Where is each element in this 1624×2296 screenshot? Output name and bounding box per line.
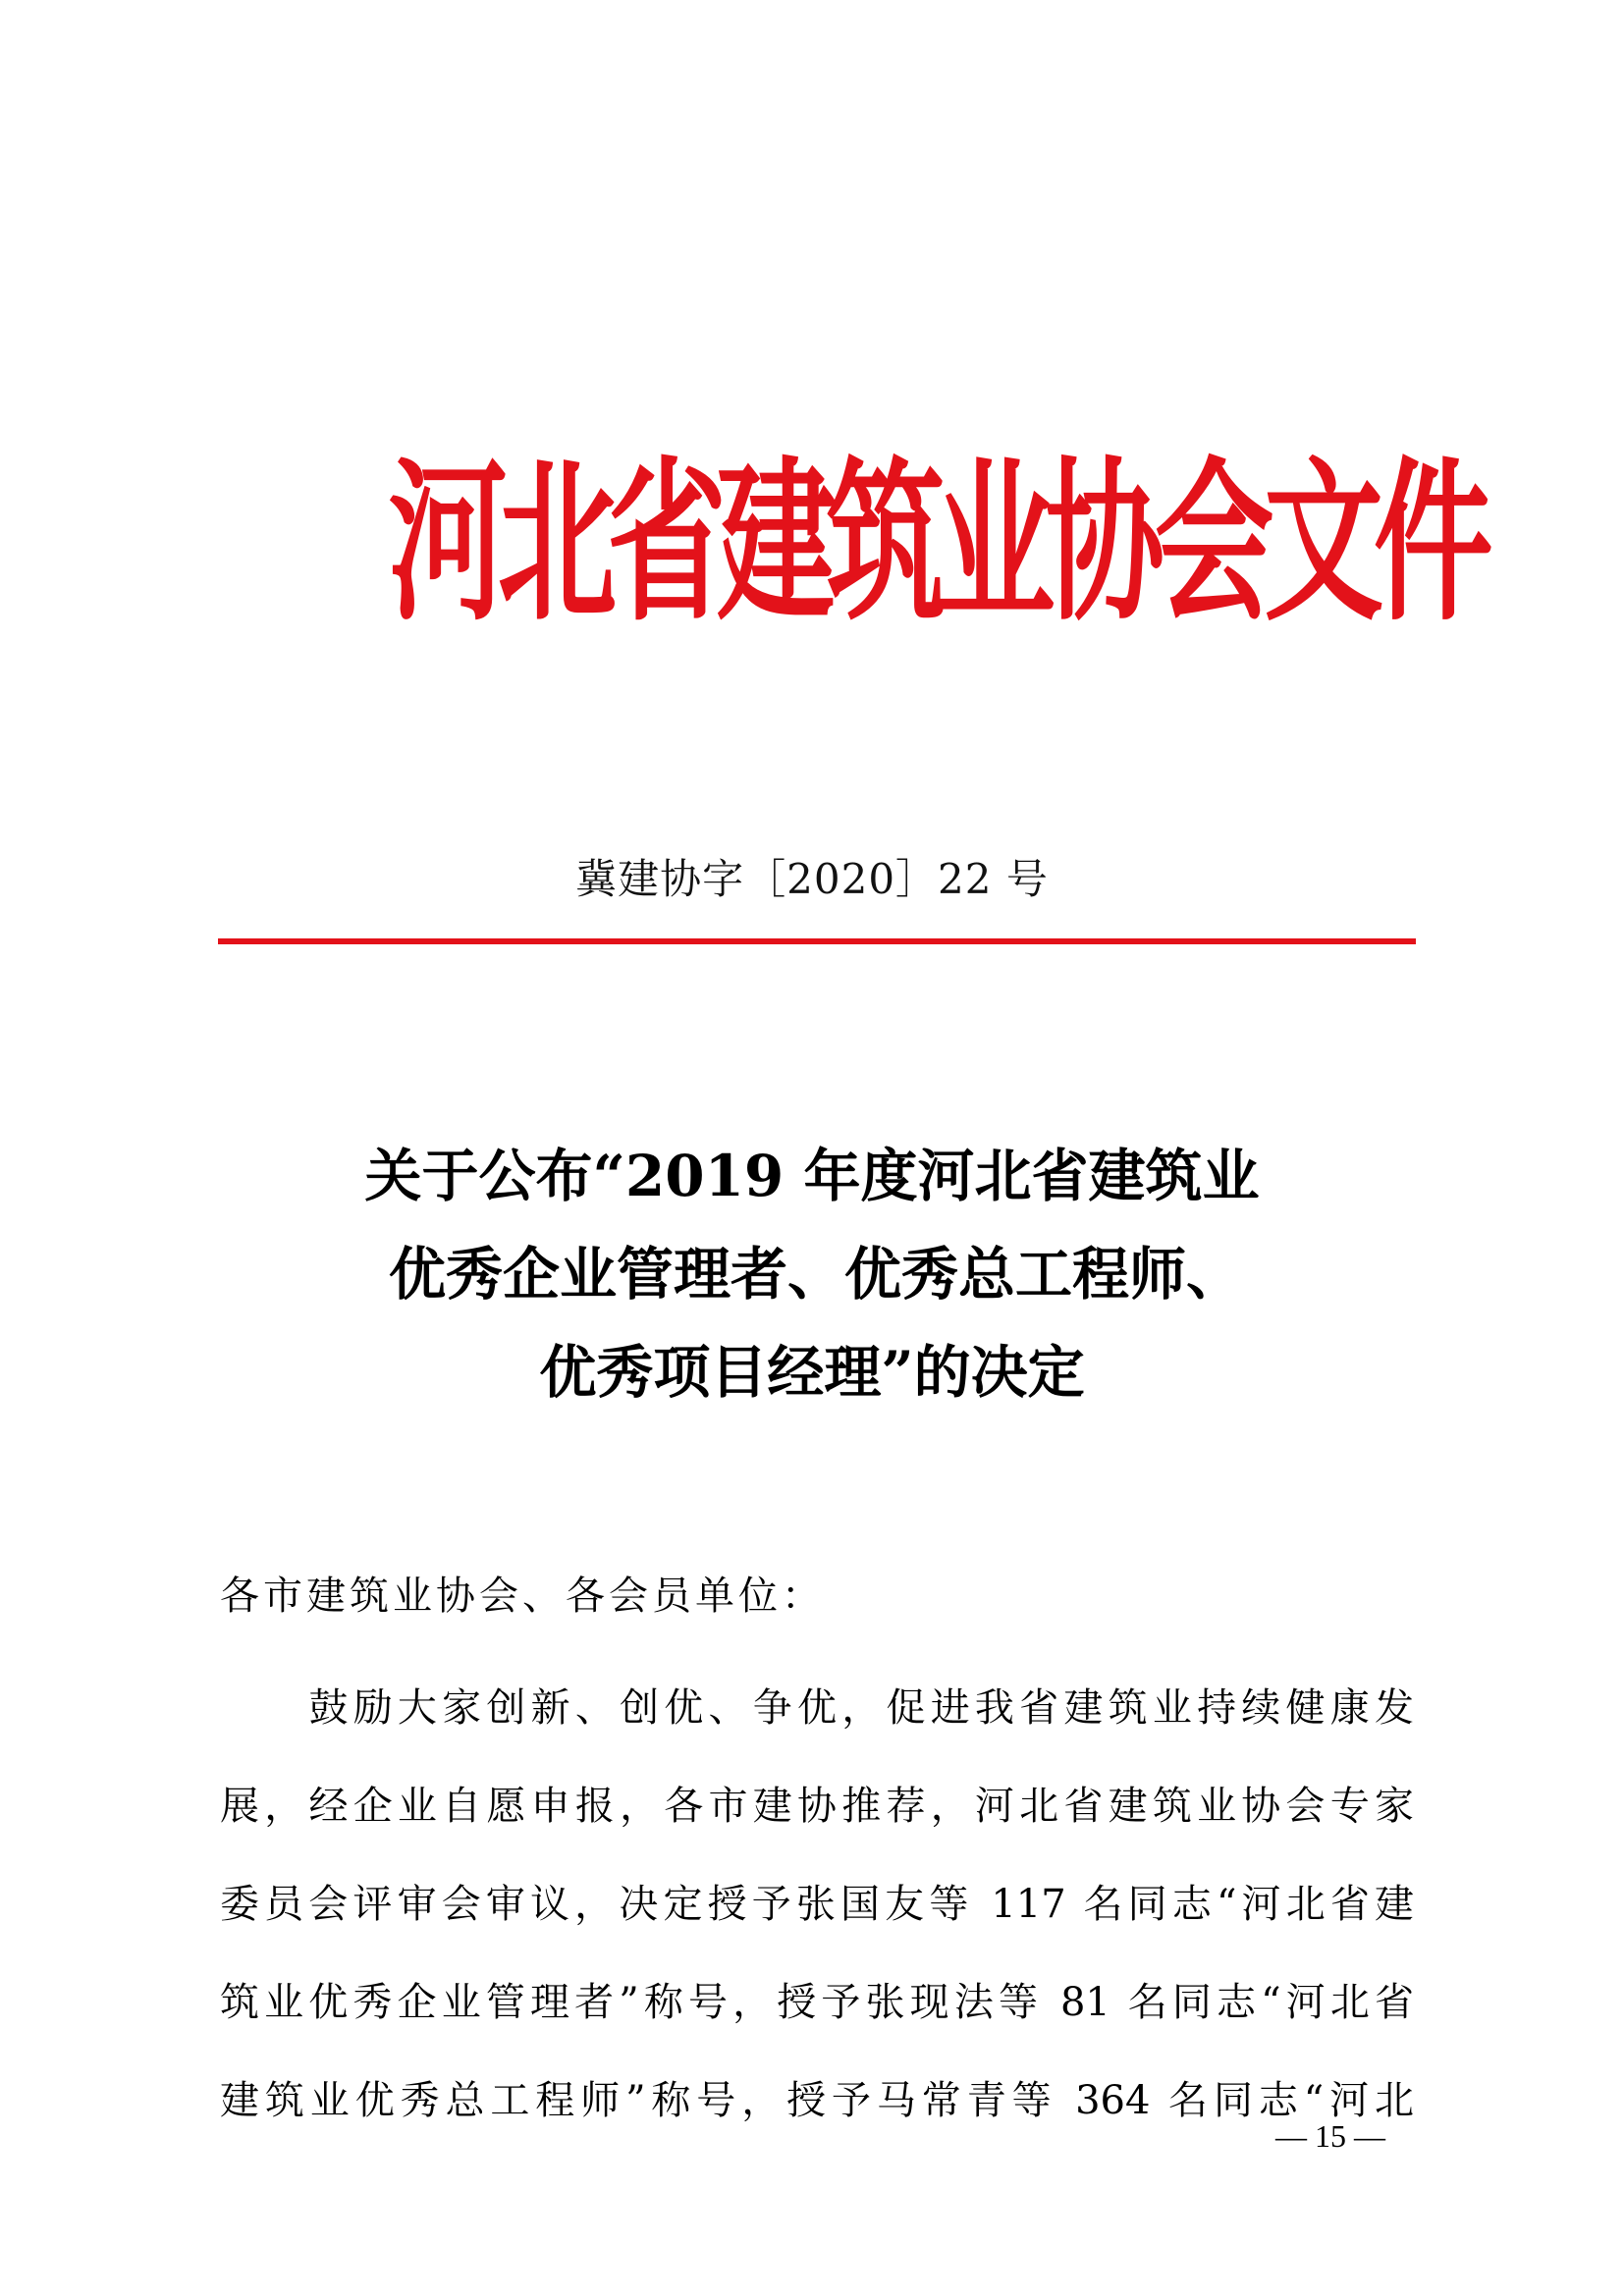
body-line: 建筑业优秀总工程师”称号，授予马常青等 364 名同志“河北 [220, 2078, 1414, 2123]
body-line: 展，经企业自愿申报，各市建协推荐，河北省建筑业协会专家 [220, 1784, 1414, 1829]
masthead-title: 河北省建筑业协会文件 [388, 439, 1484, 645]
body-line: 鼓励大家创新、创优、争优，促进我省建筑业持续健康发 [220, 1685, 1414, 1731]
document-title [0, 1127, 1624, 1421]
document-number: 冀建协字［2020］22 号 [575, 855, 1049, 903]
salutation: 各市建筑业协会、各会员单位： [220, 1574, 825, 1619]
title-line: 关于公布“2019 年度河北省建筑业 [364, 1143, 1260, 1209]
red-divider-rule [218, 938, 1416, 944]
body-line: 委员会评审会审议，决定授予张国友等 117 名同志“河北省建 [220, 1882, 1414, 1927]
page-number: — 15 — [1275, 2118, 1385, 2154]
title-line: 优秀项目经理”的决定 [539, 1339, 1085, 1406]
body-line: 筑业优秀企业管理者”称号，授予张现法等 81 名同志“河北省 [220, 1980, 1414, 2025]
title-line: 优秀企业管理者、优秀总工程师、 [388, 1241, 1243, 1308]
body-paragraph [220, 1659, 1414, 2150]
